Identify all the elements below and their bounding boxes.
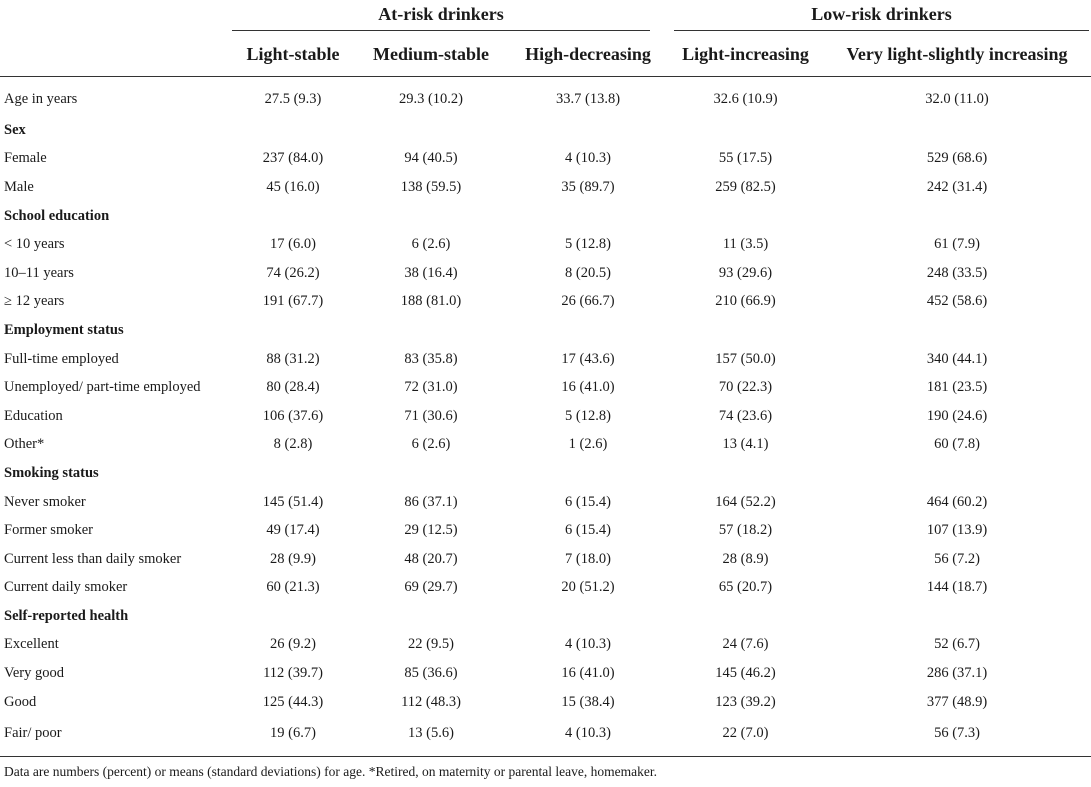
table-cell: 13 (4.1) (722, 436, 769, 453)
column-header: Light-stable (232, 32, 354, 77)
table-cell: 188 (81.0) (400, 293, 462, 310)
group-header-at-risk: At-risk drinkers (232, 0, 668, 32)
table-row (0, 516, 1091, 545)
table-footnote: Data are numbers (percent) or means (standard deviations) for age. *Retired, on maternity or parental leave, homemaker. (4, 764, 657, 779)
table-cell: 13 (5.6) (354, 716, 508, 757)
table-cell: 210 (66.9) (715, 293, 776, 310)
table-cell: 5 (12.8) (565, 236, 611, 253)
table-cell: 74 (23.6) (718, 407, 773, 424)
row-label: Excellent (4, 636, 59, 653)
table-cell: 164 (52.2) (715, 493, 776, 510)
table-cell: 60 (21.3) (266, 579, 320, 596)
table-cell: 22 (9.5) (408, 636, 454, 653)
table-cell: 107 (13.9) (926, 522, 988, 539)
table-cell: 29 (12.5) (404, 522, 458, 539)
table-cell: 33.7 (13.8) (555, 91, 621, 107)
table-row (0, 230, 1091, 259)
table-cell: 377 (48.9) (926, 693, 988, 710)
table-row (0, 631, 1091, 660)
row-label: Female (4, 150, 47, 167)
table-cell: 71 (30.6) (404, 407, 458, 424)
table-cell: 94 (40.5) (404, 150, 458, 167)
table-cell: 32.0 (11.0) (925, 91, 989, 107)
table-cell: 529 (68.6) (926, 150, 988, 167)
row-label: Very good (4, 665, 65, 682)
table-cell: 145 (51.4) (262, 493, 324, 510)
table-row (0, 373, 1091, 402)
table-header (0, 0, 1091, 77)
table-row (0, 545, 1091, 574)
table-cell: 8 (2.8) (273, 436, 313, 453)
table-cell: 191 (67.7) (262, 293, 324, 310)
table-cell: 157 (50.0) (715, 350, 776, 367)
table-cell: 340 (44.1) (926, 350, 988, 367)
section-row (0, 316, 1091, 345)
row-label: 10–11 years (4, 264, 74, 281)
row-label: Current less than daily smoker (4, 550, 182, 567)
table-row (0, 173, 1091, 202)
table-cell: 17 (6.0) (270, 236, 316, 253)
table-cell: 259 (82.5) (715, 178, 776, 195)
table-cell: 48 (20.7) (404, 550, 458, 567)
table-cell: 85 (36.6) (404, 665, 458, 682)
column-header-label (0, 32, 232, 77)
table-cell: 19 (6.7) (232, 716, 354, 757)
table-cell: 80 (28.4) (266, 379, 320, 396)
table-cell: 83 (35.8) (404, 350, 458, 367)
group-header-low-risk: Low-risk drinkers (668, 0, 1091, 32)
table-cell: 17 (43.6) (561, 350, 615, 367)
section-row (0, 602, 1091, 631)
section-label: Smoking status (4, 464, 99, 481)
table-cell: 464 (60.2) (926, 493, 988, 510)
table-cell: 144 (18.7) (926, 579, 988, 596)
table-cell: 145 (46.2) (715, 665, 776, 682)
table-cell: 112 (39.7) (263, 665, 323, 682)
table-cell: 28 (8.9) (722, 550, 769, 567)
row-label: ≥ 12 years (4, 293, 65, 310)
row-label: Male (4, 178, 34, 195)
table-cell: 72 (31.0) (404, 379, 458, 396)
table-cell: 4 (10.3) (565, 636, 611, 653)
row-label: Former smoker (4, 522, 93, 539)
table-cell: 138 (59.5) (400, 178, 462, 195)
table-cell: 6 (2.6) (411, 436, 451, 453)
table-cell: 8 (20.5) (565, 264, 611, 281)
row-label: Never smoker (4, 493, 86, 510)
table-cell: 65 (20.7) (718, 579, 773, 596)
table-cell: 35 (89.7) (561, 178, 615, 195)
row-label: Current daily smoker (4, 579, 128, 596)
table-row (0, 345, 1091, 374)
section-row (0, 202, 1091, 231)
table-cell: 56 (7.3) (823, 716, 1091, 757)
section-row (0, 116, 1091, 145)
table-cell: 1 (2.6) (568, 436, 608, 453)
row-label: Full-time employed (4, 350, 119, 367)
table-cell: 29.3 (10.2) (398, 91, 464, 107)
table-cell: 5 (12.8) (565, 407, 611, 424)
table-body (0, 77, 1091, 757)
table-row (0, 488, 1091, 517)
column-header-row (0, 32, 1091, 77)
table-cell: 11 (3.5) (722, 236, 769, 253)
row-label: Age in years (4, 91, 78, 107)
table-cell: 15 (38.4) (561, 693, 615, 710)
group-header-empty (0, 0, 232, 32)
table-row (0, 431, 1091, 460)
section-label: Employment status (4, 321, 124, 338)
table-cell: 57 (18.2) (718, 522, 773, 539)
table-row (0, 688, 1091, 717)
section-label: Sex (4, 121, 26, 138)
table-cell: 26 (9.2) (270, 636, 316, 653)
table-cell: 52 (6.7) (934, 636, 980, 653)
table-cell: 248 (33.5) (926, 264, 988, 281)
table-cell: 49 (17.4) (266, 522, 320, 539)
row-label: Good (4, 693, 37, 710)
column-header: Medium-stable (354, 32, 508, 77)
table-cell: 242 (31.4) (926, 178, 988, 195)
table-cell: 38 (16.4) (404, 264, 458, 281)
group-header-row (0, 0, 1091, 32)
table-cell: 55 (17.5) (718, 150, 773, 167)
row-label: Unemployed/ part-time employed (4, 379, 201, 396)
row-label: Other* (4, 436, 45, 453)
table-cell: 16 (41.0) (561, 379, 615, 396)
table-cell: 56 (7.2) (934, 550, 980, 567)
table-cell: 125 (44.3) (262, 693, 324, 710)
table-cell: 24 (7.6) (722, 636, 769, 653)
table-cell: 4 (10.3) (508, 716, 668, 757)
table-cell: 61 (7.9) (934, 236, 980, 253)
table-cell: 452 (58.6) (926, 293, 988, 310)
column-header: Very light-slightly increasing (823, 32, 1091, 77)
table-cell: 4 (10.3) (565, 150, 611, 167)
section-row (0, 459, 1091, 488)
table-cell: 106 (37.6) (262, 407, 324, 424)
table-cell: 93 (29.6) (718, 264, 773, 281)
row-label: Fair/ poor (0, 716, 232, 757)
table-cell: 27.5 (9.3) (264, 91, 322, 107)
section-label: Self-reported health (4, 607, 129, 624)
table-cell: 70 (22.3) (718, 379, 773, 396)
table-cell: 190 (24.6) (926, 407, 988, 424)
table-cell: 6 (15.4) (565, 522, 611, 539)
table-row (0, 716, 1091, 757)
table-cell: 22 (7.0) (668, 716, 823, 757)
table-cell: 88 (31.2) (266, 350, 320, 367)
section-label: School education (4, 207, 110, 224)
table-row (0, 77, 1091, 117)
table-row (0, 259, 1091, 288)
table-cell: 20 (51.2) (561, 579, 615, 596)
column-header: Light-increasing (668, 32, 823, 77)
column-header: High-decreasing (508, 32, 668, 77)
table-row (0, 402, 1091, 431)
table-cell: 26 (66.7) (561, 293, 615, 310)
table-cell: 60 (7.8) (934, 436, 980, 453)
table-row (0, 288, 1091, 317)
table-cell: 16 (41.0) (561, 665, 615, 682)
row-label: < 10 years (4, 236, 65, 253)
table-cell: 6 (2.6) (411, 236, 451, 253)
table-cell: 237 (84.0) (262, 150, 324, 167)
table-cell: 28 (9.9) (270, 550, 316, 567)
table-cell: 181 (23.5) (926, 379, 988, 396)
table-cell: 6 (15.4) (565, 493, 611, 510)
table-cell: 45 (16.0) (266, 178, 320, 195)
table-row (0, 145, 1091, 174)
table-cell: 69 (29.7) (404, 579, 458, 596)
table-cell: 7 (18.0) (565, 550, 611, 567)
table-cell: 112 (48.3) (401, 693, 461, 710)
table-cell: 32.6 (10.9) (713, 91, 778, 107)
table-cell: 86 (37.1) (404, 493, 458, 510)
table-cell: 123 (39.2) (715, 693, 776, 710)
table-row (0, 659, 1091, 688)
row-label: Education (4, 407, 63, 424)
table-row (0, 574, 1091, 603)
table-cell: 286 (37.1) (926, 665, 988, 682)
table-cell: 74 (26.2) (266, 264, 320, 281)
